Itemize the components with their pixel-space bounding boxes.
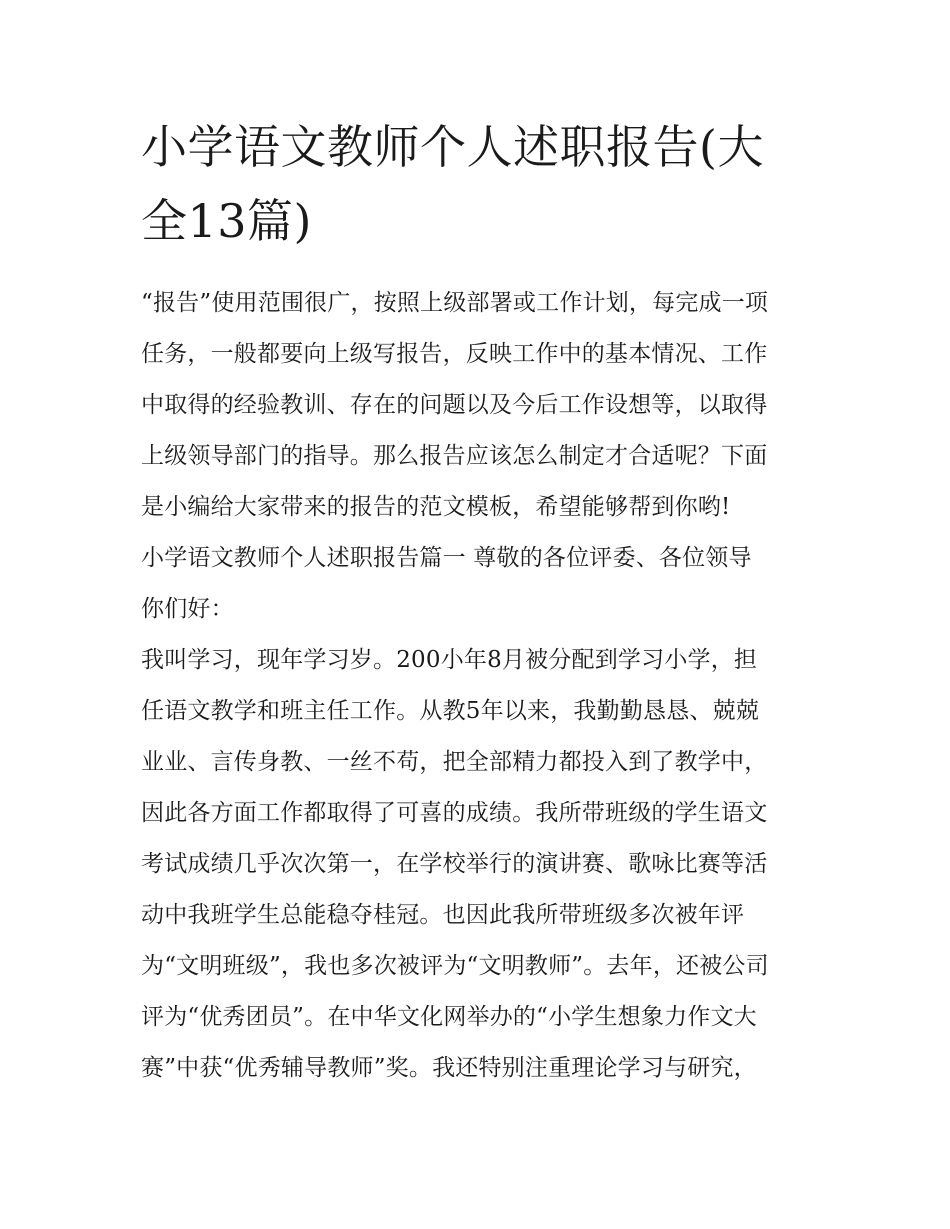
body-line: 是小编给大家带来的报告的范文模板，希望能够帮到你哟! bbox=[141, 494, 731, 520]
section-heading-line: 小学语文教师个人述职报告篇一 尊敬的各位评委、各位领导 bbox=[141, 545, 752, 571]
body-line: 赛”中获“优秀辅导教师”奖。我还特别注重理论学习与研究， bbox=[141, 1055, 757, 1081]
document-body bbox=[141, 278, 813, 1094]
body-line: 任语文教学和班主任工作。从教5年以来，我勤勤恳恳、兢兢 bbox=[141, 698, 760, 724]
body-line: 因此各方面工作都取得了可喜的成绩。我所带班级的学生语文 bbox=[141, 800, 768, 826]
title-line-1: 小学语文教师个人述职报告(大 bbox=[141, 120, 764, 174]
body-line: 考试成绩几乎次次第一，在学校举行的演讲赛、歌咏比赛等活 bbox=[141, 851, 768, 877]
body-line: 我叫学习，现年学习岁。200小年8月被分配到学习小学，担 bbox=[141, 647, 758, 673]
body-line: 中取得的经验教训、存在的问题以及今后工作设想等，以取得 bbox=[141, 392, 768, 418]
body-line: 上级领导部门的指导。那么报告应该怎么制定才合适呢？下面 bbox=[141, 443, 768, 469]
body-line: 评为“优秀团员”。在中华文化网举办的“小学生想象力作文大 bbox=[141, 1004, 757, 1030]
document-content bbox=[141, 110, 813, 1094]
body-line: 为“文明班级”，我也多次被评为“文明教师”。去年，还被公司 bbox=[141, 953, 769, 979]
body-line: 动中我班学生总能稳夺桂冠。也因此我所带班级多次被年评 bbox=[141, 902, 745, 928]
body-line: 业业、言传身教、一丝不苟，把全部精力都投入到了教学中， bbox=[141, 749, 768, 775]
body-line: 你们好： bbox=[141, 596, 234, 622]
document-title bbox=[141, 110, 813, 258]
body-line: “报告”使用范围很广，按照上级部署或工作计划，每完成一项 bbox=[141, 290, 769, 316]
body-line: 任务，一般都要向上级写报告，反映工作中的基本情况、工作 bbox=[141, 341, 768, 367]
title-line-2: 全13篇) bbox=[141, 194, 312, 248]
